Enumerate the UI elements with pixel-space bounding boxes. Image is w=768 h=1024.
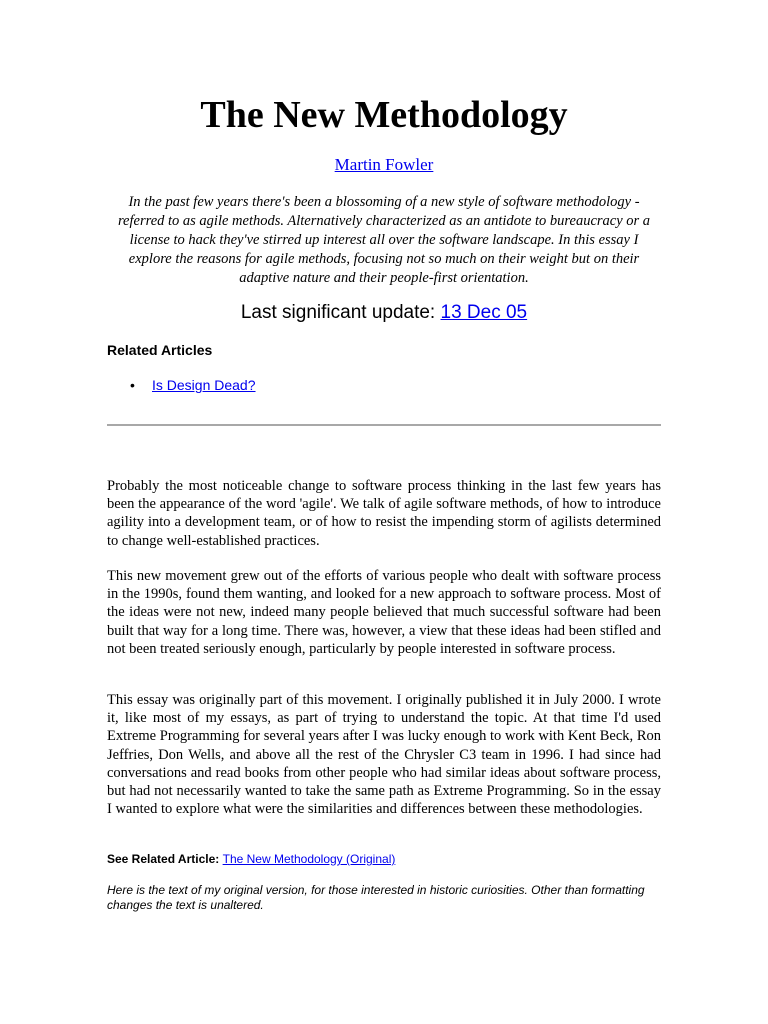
related-articles-list (107, 375, 256, 395)
see-related-label: See Related Article: (107, 852, 223, 866)
see-related-article (107, 851, 661, 867)
original-version-note: Here is the text of my original version, for those interested in historic curiosities. Other than formatting changes the text is unaltered. (107, 883, 645, 912)
body-paragraph: This new movement grew out of the efforts of various people who dealt with software process in the 1990s, found them wanting, and looked for a new approach to software process. Most of the ideas were not new, indeed many people believed that much successful software had been built that way for a long time. There was, however, a view that these ideas had been stifled and not been treated seriously enough, particularly by people interested in software process. (107, 568, 661, 657)
update-date-link[interactable]: 13 Dec 05 (440, 302, 528, 323)
article-title: The New Methodology (200, 94, 568, 136)
bullet-icon: • (130, 377, 135, 393)
section-divider (107, 424, 661, 426)
author-line (107, 154, 661, 176)
related-article-link-is-design-dead[interactable]: Is Design Dead? (152, 377, 256, 393)
list-item (107, 375, 256, 395)
last-update-label: Last significant update: (240, 302, 441, 323)
body-paragraph: Probably the most noticeable change to software process thinking in the last few years has been the appearance of the word 'agile'. We talk of agile software methods, of how to introduce agility into a development team, or of how to resist the impending storm of agilists determined to change well-established practices. (107, 478, 661, 549)
author-link[interactable]: Martin Fowler (334, 155, 434, 174)
article-abstract: In the past few years there's been a blossoming of a new style of software methodology - referred to as agile methods. Alternatively characterized as an antidote to bureaucracy or a license to hack they've stirred up interest all over the software landscape. In this essay I explore the reasons for agile methods, focusing not so much on their weight but on their adaptive nature and their people-first orientation. (117, 194, 651, 286)
body-paragraph: This essay was originally part of this movement. I originally published it in July 2000. I wrote it, like most of my essays, as part of trying to understand the topic. At that time I'd used Extreme Programming for several years after I was lucky enough to work with Kent Beck, Ron Jeffries, Don Wells, and above all the rest of the Chrysler C3 team in 1996. I had since had conversations and read books from other people who had similar ideas about software process, but had not necessarily wanted to take the same path as Extreme Programming. So in the essay I wanted to explore what were the similarities and differences between these methodologies. (107, 692, 661, 818)
last-update-line (107, 300, 661, 326)
related-articles-heading: Related Articles (107, 342, 213, 358)
original-methodology-link[interactable]: The New Methodology (Original) (222, 852, 396, 866)
